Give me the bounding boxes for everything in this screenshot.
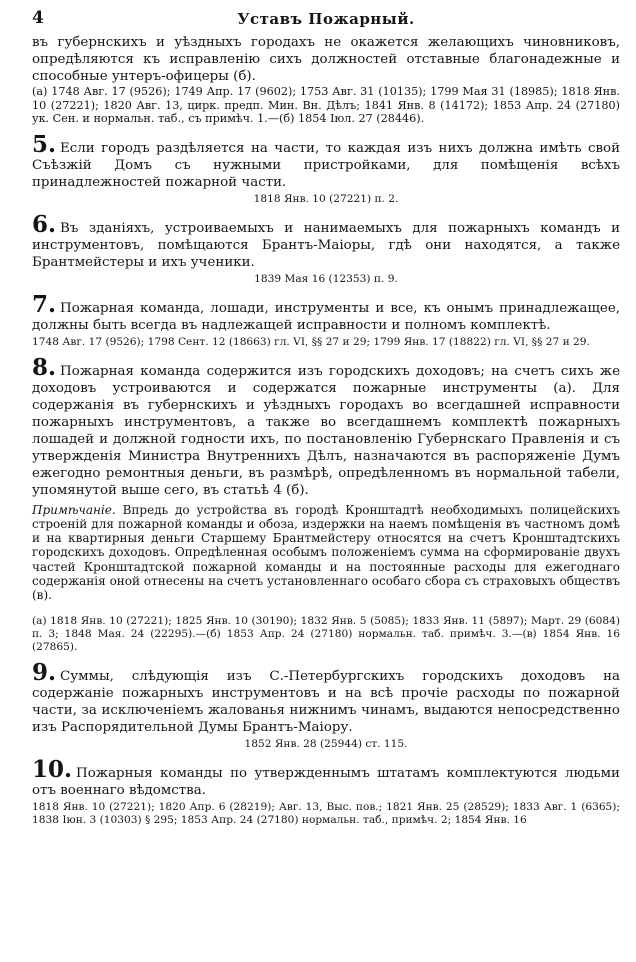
- article-8-number: 8.: [32, 353, 57, 381]
- remark-body: Впредь до устройства въ городѣ Кронштадтѣ необходимыхъ полицейскихъ строеній для пожарной команды и обоза, издержки на наемъ помѣщенія въ частномъ домѣ и на квартирныя деньги Старшему Брантмейстеру относятся на счетъ Кронштадтскихъ городскихъ доходовъ. Опредѣленная особымъ положеніемъ сумма на сформированіе двухъ частей Кронштадтской пожарной команды и на постоянные расходы для ежегоднаго содержанія оной отнесены на счетъ установленнаго особаго сбора съ страховыхъ обществъ (в).: [32, 502, 620, 603]
- article-7-references: 1748 Авг. 17 (9526); 1798 Сент. 12 (18663) гл. VI, §§ 27 и 29; 1799 Янв. 17 (18822) гл. VI, §§ 27 и 29.: [32, 335, 590, 348]
- article-6-references: 1839 Мая 16 (12353) п. 9.: [254, 272, 398, 285]
- article-10-text: [32, 755, 620, 799]
- page-number: 4: [32, 8, 44, 28]
- article-9: [32, 658, 620, 751]
- intro-references: (а) 1748 Авг. 17 (9526); 1749 Апр. 17 (9602); 1753 Авг. 31 (10135); 1799 Мая 31 (18985); 1818 Янв. 10 (27221); 1820 Авг. 13, цирк. предп. Мин. Вн. Дѣлъ; 1841 Янв. 8 (14172); 1853 Апр. 24 (27180) ук. Сен. и нормальн. таб., съ примѣч. 1.—(б) 1854 Іюл. 27 (28446).: [32, 85, 620, 125]
- article-6: [32, 210, 620, 286]
- article-10-number: 10.: [32, 755, 73, 783]
- article-8-text: [32, 353, 620, 499]
- article-9-text: [32, 658, 620, 736]
- page-header: [32, 4, 620, 34]
- article-5-text: [32, 130, 620, 191]
- article-7-text: [32, 290, 620, 334]
- article-7-body: Пожарная команда, лошади, инструменты и все, къ онымъ принадлежащее, должны быть всегда въ надлежащей исправности и полномъ комплектѣ.: [32, 300, 620, 333]
- article-10-body: Пожарныя команды по утвержденнымъ штатамъ комплектуются людьми отъ военнаго вѣдомства.: [32, 765, 620, 798]
- article-9-number: 9.: [32, 658, 57, 686]
- article-6-text: [32, 210, 620, 271]
- running-title: Уставъ Пожарный.: [237, 10, 415, 28]
- article-9-references: 1852 Янв. 28 (25944) ст. 115.: [244, 737, 408, 750]
- intro-text: въ губернскихъ и уѣздныхъ городахъ не окажется желающихъ чиновниковъ, опредѣляются къ исправленію сихъ должностей отставные благонадежные и способные унтеръ-офицеры (б).: [32, 35, 620, 84]
- article-5-body: Если городъ раздѣляется на части, то каждая изъ нихъ должна имѣть свой Съѣзжій Домъ съ нужными пристройками, для помѣщенія всѣхъ принадлежностей пожарной части.: [32, 140, 620, 190]
- article-8-references: (а) 1818 Янв. 10 (27221); 1825 Янв. 10 (30190); 1832 Янв. 5 (5085); 1833 Янв. 11 (5897); Март. 29 (6084) п. 3; 1848 Мая. 24 (22295).—(б) 1853 Апр. 24 (27180) нормальн. таб. примѣч. 3.—(в) 1854 Янв. 16 (27865).: [32, 614, 620, 653]
- article-5-references: 1818 Янв. 10 (27221) п. 2.: [253, 192, 399, 205]
- article-5-number: 5.: [32, 130, 57, 158]
- article-8-remark: [32, 503, 620, 603]
- intro-continuation: [32, 34, 620, 126]
- article-7-number: 7.: [32, 290, 57, 318]
- article-10-references: 1818 Янв. 10 (27221); 1820 Апр. 6 (28219); Авг. 13, Выс. пов.; 1821 Янв. 25 (28529); 1833 Авг. 1 (6365); 1838 Іюн. 3 (10303) § 295; 1853 Апр. 24 (27180) нормальн. таб., примѣч. 2; 1854 Янв. 16: [32, 800, 620, 826]
- article-5: [32, 130, 620, 206]
- article-6-body: Въ зданіяхъ, устроиваемыхъ и нанимаемыхъ для пожарныхъ командъ и инструментовъ, помѣщаются Брантъ-Маіоры, гдѣ они находятся, а также Брантмейстеры и ихъ ученики.: [32, 220, 620, 270]
- article-9-body: Суммы, слѣдующія изъ С.-Петербургскихъ городскихъ доходовъ на содержаніе пожарныхъ инструментовъ и на всѣ прочіе расходы по пожарной части, за исключеніемъ жалованья нижнимъ чинамъ, выдаются непосредственно изъ Распорядительной Думы Брантъ-Маіору.: [32, 668, 620, 735]
- article-8-body: Пожарная команда содержится изъ городскихъ доходовъ; на счетъ сихъ же доходовъ устроиваются и содержатся пожарные инструменты (а). Для содержанія въ губернскихъ и уѣздныхъ городахъ во всегдашней исправности пожарныхъ инструментовъ, а также во всегдашнемъ комплектѣ пожарныхъ лошадей и должной годности ихъ, по постановленію Губернскаго Правленія и съ утвержденія Министра Внутреннихъ Дѣлъ, назначаются въ распоряженіе Думъ ежегодно ремонтныя деньги, въ размѣрѣ, опредѣленномъ въ нормальной табели, упомянутой выше сего, въ статьѣ 4 (б).: [32, 363, 620, 498]
- remark-label: Примѣчаніе.: [32, 502, 116, 517]
- article-8: [32, 353, 620, 654]
- article-10: [32, 755, 620, 827]
- article-6-number: 6.: [32, 210, 57, 238]
- article-7: [32, 290, 620, 349]
